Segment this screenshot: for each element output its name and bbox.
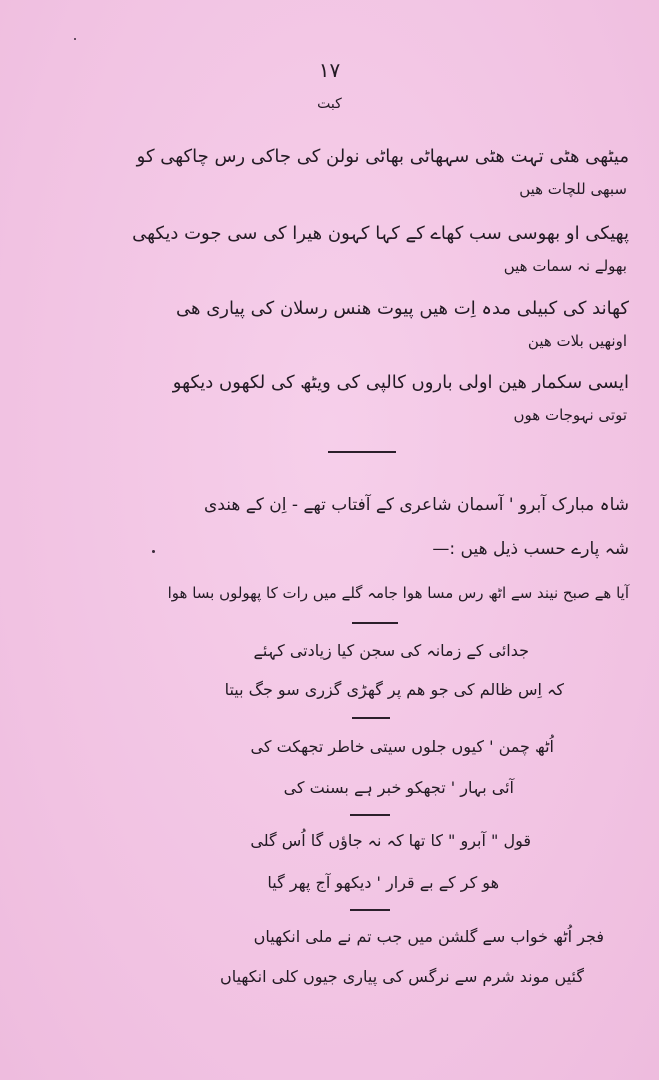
- couplet-line-5: آئی بہار ' تجھکو خبر ہے بسنت کی: [283, 778, 514, 797]
- couplet-line-8: فجر اُٹھ خواب سے گلشن میں جب تم نے ملی انکھیاں: [253, 927, 604, 946]
- page-speck: [152, 550, 155, 553]
- couplet-divider-2: [352, 717, 390, 719]
- kabit-line-1: میٹھی ھٹی تہت ھٹی سہھاٹی بھاٹی نولن کی جاکی رس چاکھی کو: [136, 146, 629, 167]
- couplet-line-1: آیا ھے صبح نیند سے اٹھ رس مسا ھوا جامہ گلے میں رات کا پھولوں بسا ھوا: [167, 584, 629, 602]
- prose-line-2: شہ پارے حسب ذیل ھیں :—: [432, 539, 629, 559]
- section-heading: کبت: [317, 96, 342, 112]
- couplet-line-9: گئیں موند شرم سے نرگس کی پیاری جیوں کلی انکھیاں: [219, 967, 584, 986]
- kabit-line-2: سبھی للچات ھیں: [519, 180, 627, 198]
- kabit-line-5: کھاند کی کبیلی مدہ اِت ھیں پیوت ھنس رسلان کی پیاری ھی: [176, 298, 629, 319]
- couplet-line-7: ھو کر کے بے قرار ' دیکھو آج پھر گیا: [267, 873, 499, 892]
- couplet-divider-4: [350, 909, 390, 911]
- couplet-divider-1: [352, 622, 398, 624]
- section-divider: [328, 451, 396, 453]
- kabit-line-7: ایسی سکمار ھین اولی باروں کالپی کی ویٹھ کی لکھوں دیکھو: [172, 372, 629, 393]
- couplet-line-2: جدائی کے زمانہ کی سجن کیا زیادتی کہئے: [253, 641, 529, 660]
- kabit-line-6: اونھیں بلات ھین: [527, 332, 627, 350]
- kabit-line-3: پھیکی او بھوسی سب کھاے کے کہا کہون ھیرا کی سی جوت دیکھی: [132, 223, 629, 244]
- page-speck: [74, 38, 76, 40]
- kabit-line-8: توتی نہوجات ھوں: [513, 406, 627, 424]
- couplet-divider-3: [350, 814, 390, 816]
- couplet-line-4: اُٹھ چمن ' کیوں جلوں سیتی خاطر تجھکت کی: [250, 737, 554, 756]
- prose-line-1: شاہ مبارک آبرو ' آسمان شاعری کے آفتاب تھے - اِن کے ھندی: [204, 495, 629, 515]
- couplet-line-3: کہ اِس ظالم کی جو ھم پر گھڑی گزری سو جگ بیتا: [224, 680, 564, 699]
- couplet-line-6: قول " آبرو " کا تھا کہ نہ جاؤں گا اُس گلی: [250, 831, 531, 850]
- kabit-line-4: بھولے نہ سمات ھیں: [503, 257, 627, 275]
- page-number: ۱۷: [318, 58, 341, 82]
